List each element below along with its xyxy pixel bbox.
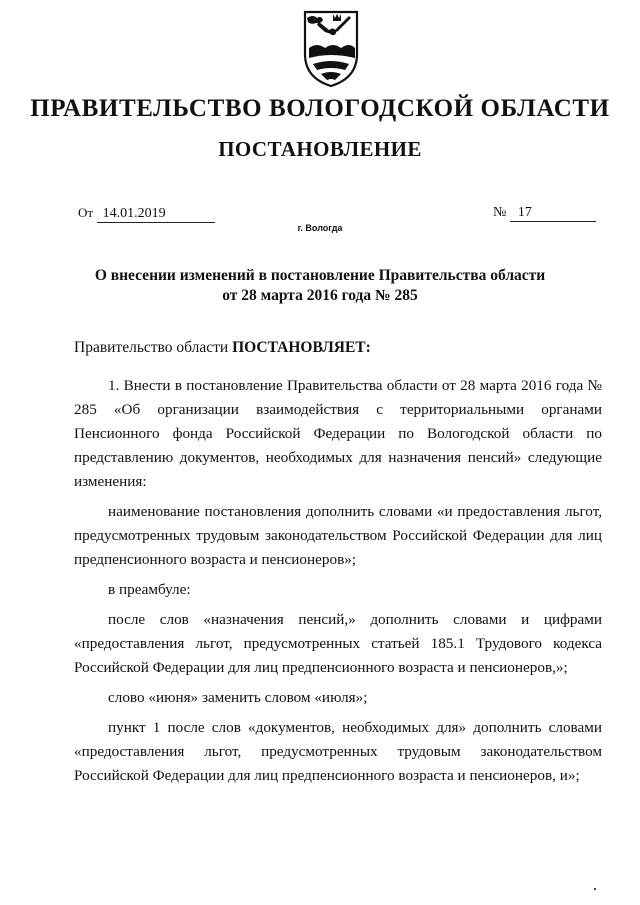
city-label: г. Вологда <box>297 223 343 233</box>
body-paragraph: наименование постановления дополнить словами «и предоставления льгот, предусмотренных трудовым законодательством Российской Федерации для лиц предпенсионного возраста и пенсионеров»; <box>74 503 602 568</box>
government-title: ПРАВИТЕЛЬСТВО ВОЛОГОДСКОЙ ОБЛАСТИ <box>30 95 610 122</box>
body-paragraph: после слов «назначения пенсий,» дополнить словами и цифрами «предоставления льгот, предусмотренных статьей 185.1 Трудового кодекса Российской Федерации для лиц предпенсионного возраста и пенсионеров,»; <box>74 611 602 676</box>
body-paragraph: слово «июня» заменить словом «июля»; <box>108 689 368 706</box>
subject-line-1: О внесении изменений в постановление Правительства области <box>94 267 546 284</box>
number-value: 17 <box>510 205 596 222</box>
document-body <box>74 374 602 788</box>
body-paragraph: 1. Внести в постановление Правительства области от 28 марта 2016 года № 285 «Об организации взаимодействия с территориальными органами Пенсионного фонда Российской Федерации по Вологодской области по представлению документов, необходимых для назначения пенсий» следующие изменения: <box>74 377 602 490</box>
preamble-verb: ПОСТАНОВЛЯЕТ: <box>232 339 371 356</box>
date-value: 14.01.2019 <box>97 206 215 223</box>
date-prefix: От <box>78 205 94 220</box>
document-number <box>493 204 596 222</box>
resolution-preamble <box>74 338 371 358</box>
document-type-title: ПОСТАНОВЛЕНИЕ <box>218 137 422 161</box>
document-subject <box>0 266 640 306</box>
number-prefix: № <box>493 205 507 220</box>
body-paragraph: в преамбуле: <box>108 581 191 598</box>
preamble-lead: Правительство области <box>74 339 229 356</box>
document-date <box>78 204 215 223</box>
body-paragraph: пункт 1 после слов «документов, необходимых для» дополнить словами «предоставления льгот, предусмотренных трудовым законодательством Российской Федерации для лиц предпенсионного возраста и пенсионеров, и»; <box>74 719 602 784</box>
subject-line-2: от 28 марта 2016 года № 285 <box>222 287 418 304</box>
vologda-coat-of-arms-icon <box>299 8 363 88</box>
scan-mark <box>594 888 596 890</box>
